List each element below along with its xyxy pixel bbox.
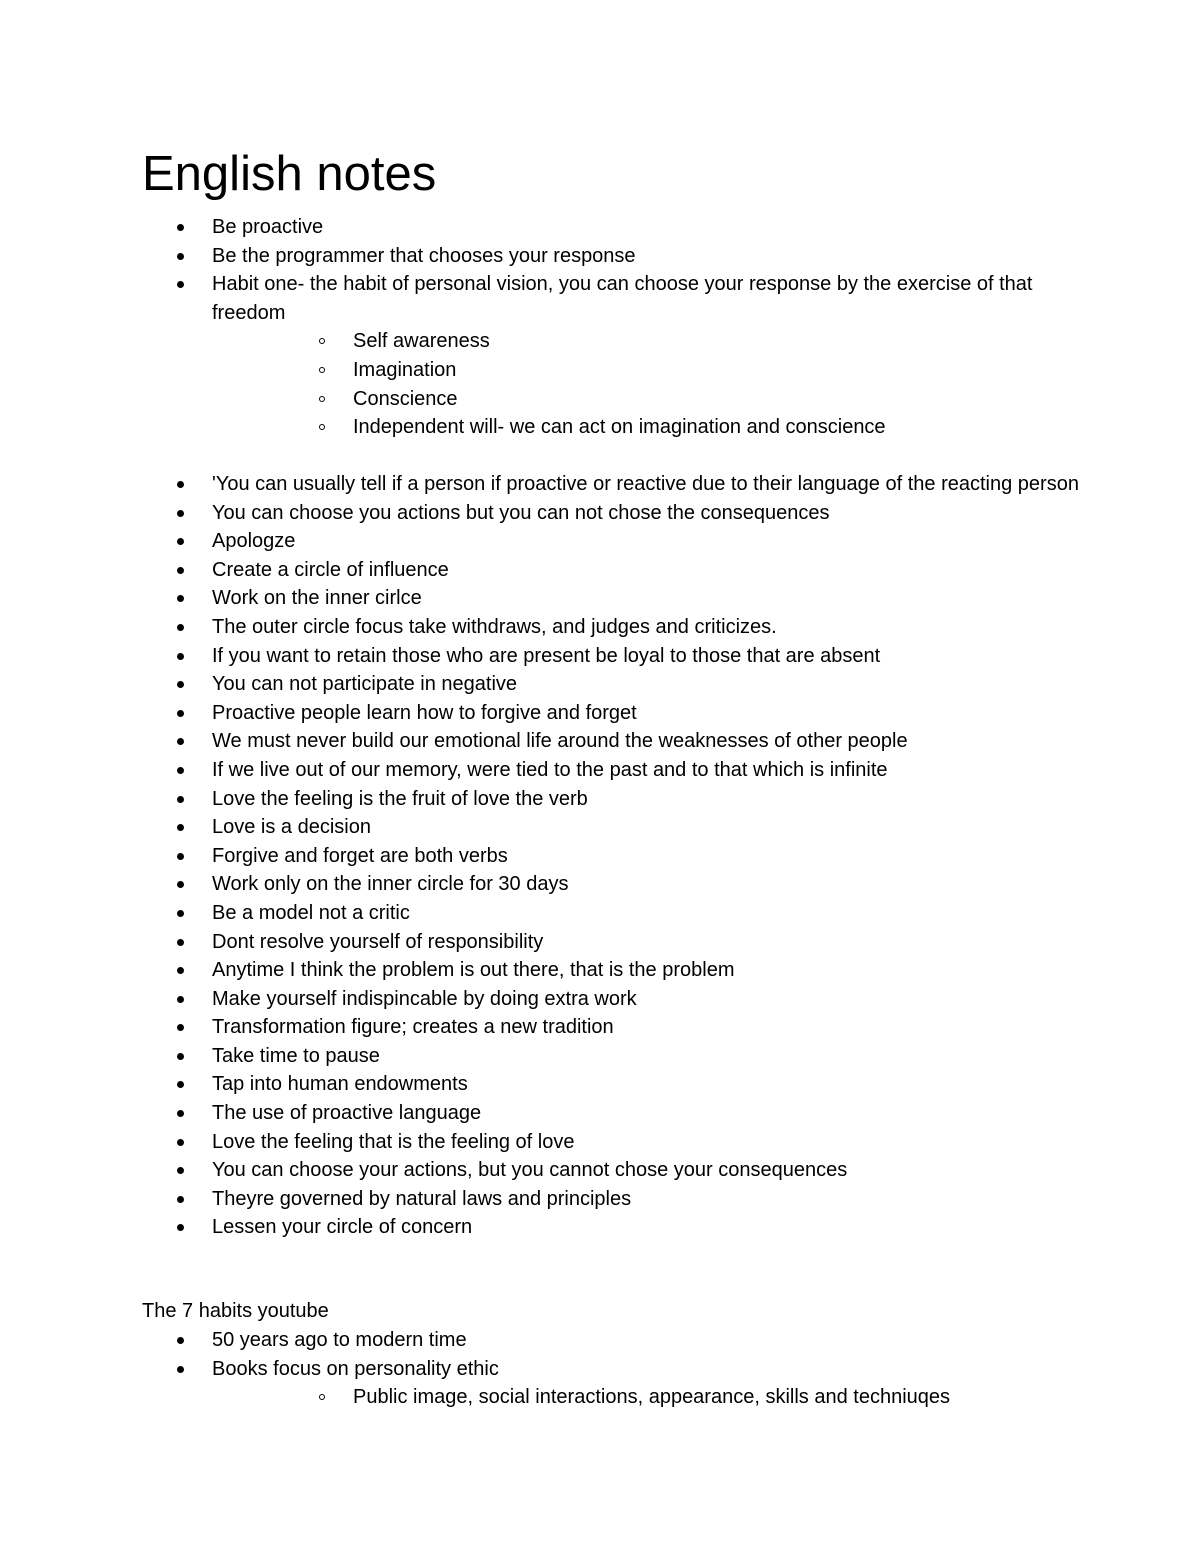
list-item-text: Be the programmer that chooses your response [212,244,636,267]
list-item [142,1156,1082,1185]
bullet-icon [177,510,184,517]
bullet-icon [177,1081,184,1088]
bullet-icon [177,939,184,946]
list-item-text: Anytime I think the problem is out there, that is the problem [212,959,735,982]
list-item [142,985,1082,1014]
sub-list-item-text: Self awareness [353,330,490,353]
bullet-icon [177,738,184,745]
list-item [142,727,1082,756]
list-item [142,584,1082,613]
list-item [142,1013,1082,1042]
list-item [142,842,1082,871]
list-item-text: Proactive people learn how to forgive and forget [212,701,637,724]
notes-list-intro [142,213,1082,442]
list-item-text: Work only on the inner circle for 30 days [212,873,569,896]
list-item [142,1042,1082,1071]
list-item [142,527,1082,556]
bullet-icon [177,1337,184,1344]
list-item-text: If we live out of our memory, were tied to the past and to that which is infinite [212,758,888,781]
list-item-text: Habit one- the habit of personal vision, you can choose your response by the exercise of that freedom [212,273,1033,324]
list-item [142,1185,1082,1214]
bullet-icon [177,1053,184,1060]
bullet-icon [177,624,184,631]
list-item [142,1213,1082,1242]
list-item-text: Books focus on personality ethic [212,1357,499,1380]
list-item [142,813,1082,842]
hollow-bullet-icon [319,338,325,344]
bullet-icon [177,224,184,231]
list-item-text: Apologze [212,530,296,553]
list-item [142,899,1082,928]
list-item [142,1355,1082,1412]
bullet-icon [177,824,184,831]
list-item-text: Theyre governed by natural laws and principles [212,1187,632,1210]
bullet-icon [177,853,184,860]
bullet-icon [177,538,184,545]
sub-list-item-text: Imagination [353,358,457,381]
list-item-text: We must never build our emotional life around the weaknesses of other people [212,730,908,753]
list-item-text: Love is a decision [212,816,371,839]
list-item [142,642,1082,671]
bullet-list [142,1326,1082,1412]
sub-list [212,327,1082,441]
bullet-icon [177,253,184,260]
list-item [142,499,1082,528]
list-item [142,956,1082,985]
bullet-list [142,470,1082,1242]
list-item-text: 50 years ago to modern time [212,1329,467,1351]
list-item [142,699,1082,728]
list-item-text: Dont resolve yourself of responsibility [212,930,544,953]
list-item [142,928,1082,957]
sub-list [212,1383,1082,1412]
list-item-text: Transformation figure; creates a new tradition [212,1016,614,1039]
document-title: English notes [142,147,437,201]
bullet-icon [177,681,184,688]
list-item [142,1099,1082,1128]
list-item [142,1326,1082,1355]
list-item-text: Take time to pause [212,1044,380,1067]
bullet-icon [177,881,184,888]
list-item [142,670,1082,699]
bullet-icon [177,653,184,660]
bullet-icon [177,567,184,574]
sub-list-item [212,327,1082,356]
list-item-text: Love the feeling that is the feeling of love [212,1130,575,1153]
list-item-text: Be proactive [212,216,324,238]
notes-list-youtube [142,1326,1082,1412]
bullet-icon [177,967,184,974]
list-item [142,1128,1082,1157]
bullet-icon [177,710,184,717]
hollow-bullet-icon [319,1394,325,1400]
bullet-icon [177,595,184,602]
sub-list-item-text: Independent will- we can act on imagination and conscience [353,416,886,439]
bullet-icon [177,996,184,1003]
list-item-text: Love the feeling is the fruit of love the verb [212,787,588,810]
list-item-text: 'You can usually tell if a person if proactive or reactive due to their language of the reacting person [212,473,1079,495]
bullet-list [142,213,1082,442]
bullet-icon [177,1167,184,1174]
list-item [142,613,1082,642]
sub-list-item [212,413,1082,442]
sub-list-item [212,385,1082,414]
list-item [142,213,1082,242]
bullet-icon [177,1196,184,1203]
list-item-text: Be a model not a critic [212,901,410,924]
list-item [142,785,1082,814]
sub-list-item [212,356,1082,385]
list-item [142,242,1082,271]
list-item [142,1070,1082,1099]
list-item-text: Work on the inner cirlce [212,587,422,610]
hollow-bullet-icon [319,424,325,430]
bullet-icon [177,910,184,917]
bullet-icon [177,767,184,774]
list-item-text: You can choose your actions, but you cannot chose your consequences [212,1159,848,1182]
sub-list-item-text: Conscience [353,387,458,410]
list-item [142,756,1082,785]
bullet-icon [177,1366,184,1373]
list-item-text: The outer circle focus take withdraws, and judges and criticizes. [212,615,777,638]
list-item [142,470,1082,499]
list-item-text: You can choose you actions but you can not chose the consequences [212,501,830,524]
list-item-text: The use of proactive language [212,1102,482,1125]
list-item [142,870,1082,899]
bullet-icon [177,1224,184,1231]
list-item [142,556,1082,585]
hollow-bullet-icon [319,367,325,373]
sub-list-item [212,1383,1082,1412]
bullet-icon [177,1110,184,1117]
bullet-icon [177,1024,184,1031]
bullet-icon [177,481,184,488]
list-item-text: Forgive and forget are both verbs [212,844,508,867]
list-item-text: Lessen your circle of concern [212,1216,473,1239]
list-item [142,270,1082,442]
list-item-text: If you want to retain those who are present be loyal to those that are absent [212,644,881,667]
list-item-text: Make yourself indispincable by doing extra work [212,987,637,1010]
bullet-icon [177,281,184,288]
notes-list-main [142,470,1082,1242]
section-heading: The 7 habits youtube [142,1300,329,1322]
sub-list-item-text: Public image, social interactions, appearance, skills and techniuqes [353,1386,951,1409]
list-item-text: Tap into human endowments [212,1073,468,1096]
list-item-text: Create a circle of influence [212,558,449,581]
bullet-icon [177,1139,184,1146]
hollow-bullet-icon [319,396,325,402]
bullet-icon [177,796,184,803]
list-item-text: You can not participate in negative [212,673,518,696]
